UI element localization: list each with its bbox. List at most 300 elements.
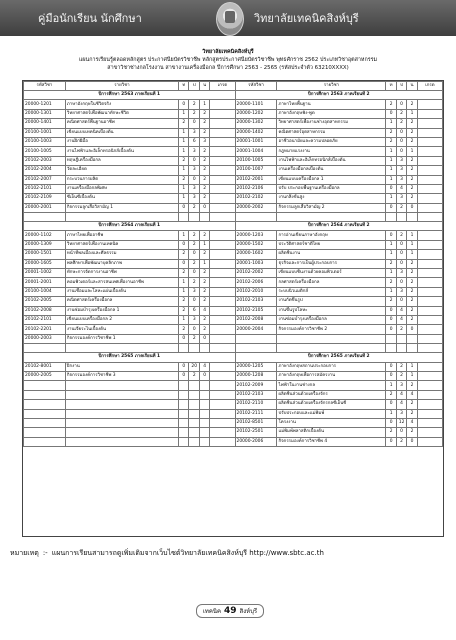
practice-hours: 2 — [189, 371, 199, 380]
course-name: ฝึกงาน — [65, 362, 178, 371]
semester-title-right: ปีการศึกษา 2563 ภาคเรียนที่ 2 — [235, 91, 442, 100]
grade — [417, 128, 442, 137]
grade — [210, 231, 235, 240]
grade — [417, 315, 442, 324]
practice-hours: 0 — [396, 297, 406, 306]
credits: 4 — [407, 390, 417, 399]
course-name: กิจกรรมองค์การวิชาชีพ 1 — [65, 334, 178, 343]
theory-hours: 2 — [386, 278, 396, 287]
credits: 2 — [407, 137, 417, 146]
spacer-cell — [65, 213, 178, 222]
theory-hours: 0 — [179, 259, 189, 268]
course-name: ไฟฟ้าในงานช่างกล — [277, 381, 386, 390]
practice-hours: 4 — [396, 306, 406, 315]
course-code: 20001-2001 — [24, 278, 66, 287]
table-row — [24, 278, 443, 287]
practice-hours — [189, 381, 199, 390]
course-name: กิจกรรมองค์การวิชาชีพ 4 — [277, 437, 386, 446]
theory-hours: 1 — [386, 194, 396, 203]
course-name: งานไฟฟ้าและอิเล็กทรอนิกส์เบื้องต้น — [277, 156, 386, 165]
theory-hours — [179, 437, 189, 446]
grade — [210, 325, 235, 334]
course-code: 20000-1501 — [24, 250, 66, 259]
spacer-cell — [24, 213, 66, 222]
course-name: กิจกรรมลูกเสือวิสามัญ 1 — [65, 203, 178, 212]
theory-hours: 0 — [386, 231, 396, 240]
table-row — [24, 119, 443, 128]
credits: 2 — [199, 184, 209, 193]
practice-hours: 3 — [396, 409, 406, 418]
credits: 2 — [407, 306, 417, 315]
course-name: กิจกรรมองค์การวิชาชีพ 3 — [65, 371, 178, 380]
practice-hours: 2 — [396, 119, 406, 128]
credits: 2 — [199, 231, 209, 240]
course-code: 20102-2006 — [235, 278, 277, 287]
theory-hours: 0 — [179, 334, 189, 343]
practice-hours: 3 — [396, 175, 406, 184]
theory-hours: 0 — [386, 184, 396, 193]
course-code: 20102-2005 — [24, 297, 66, 306]
theory-hours: 1 — [179, 147, 189, 156]
course-name: งานซ่อมบำรุงเครื่องมือกล 1 — [65, 306, 178, 315]
spacer-cell — [199, 344, 209, 353]
practice-hours: 3 — [396, 381, 406, 390]
course-code: 20102-2101 — [24, 315, 66, 324]
grade — [417, 418, 442, 427]
course-code: 20102-2103 — [235, 390, 277, 399]
credits: 2 — [407, 119, 417, 128]
page-footer — [196, 604, 264, 618]
course-code: 20000-1602 — [235, 250, 277, 259]
theory-hours — [179, 418, 189, 427]
course-name: เขียนแบบเครื่องมือกล 2 — [65, 315, 178, 324]
credits: 2 — [199, 287, 209, 296]
spacer-cell — [210, 213, 235, 222]
course-name: งานขึ้นรูปโลหะ — [277, 306, 386, 315]
practice-hours: 0 — [396, 147, 406, 156]
table-row — [24, 409, 443, 418]
course-name — [65, 437, 178, 446]
spacer-cell — [189, 213, 199, 222]
practice-hours: 4 — [396, 390, 406, 399]
practice-hours: 2 — [189, 240, 199, 249]
practice-hours: 2 — [396, 437, 406, 446]
practice-hours: 0 — [189, 156, 199, 165]
practice-hours: 0 — [396, 128, 406, 137]
credits: 4 — [199, 362, 209, 371]
table-row — [24, 156, 443, 165]
credits — [199, 381, 209, 390]
table-row — [24, 418, 443, 427]
grade — [210, 418, 235, 427]
practice-hours: 20 — [189, 362, 199, 371]
course-name: ปรับประกอบและแม่พิมพ์ — [277, 409, 386, 418]
practice-hours: 0 — [396, 278, 406, 287]
spacer-cell — [386, 344, 396, 353]
practice-hours: 4 — [396, 315, 406, 324]
table-row — [24, 437, 443, 446]
grade — [210, 137, 235, 146]
course-name: งานเครื่องมือกลเบื้องต้น — [277, 166, 386, 175]
theory-hours: 0 — [386, 371, 396, 380]
theory-hours: 1 — [386, 175, 396, 184]
table-row — [24, 381, 443, 390]
theory-hours: 1 — [179, 137, 189, 146]
table-row — [24, 400, 443, 409]
semester-header-row — [24, 353, 443, 362]
remark-label: หมายเหตุ — [10, 549, 39, 557]
theory-hours: 0 — [179, 100, 189, 109]
credits: 0 — [407, 203, 417, 212]
practice-hours — [189, 418, 199, 427]
course-code: 20000-1309 — [24, 240, 66, 249]
course-code: 20102-2109 — [24, 194, 66, 203]
grade — [417, 231, 442, 240]
course-name: วิทยาศาสตร์เพื่องานช่างอุตสาหกรรม — [277, 119, 386, 128]
theory-hours: 2 — [386, 297, 396, 306]
remark — [10, 548, 324, 558]
course-code: 20000-2001 — [24, 203, 66, 212]
credits: 0 — [199, 371, 209, 380]
grade — [210, 371, 235, 380]
credits: 1 — [199, 100, 209, 109]
course-name: ภาษาไทยเพื่ออาชีพ — [65, 231, 178, 240]
grade — [210, 259, 235, 268]
credits — [407, 334, 417, 343]
practice-hours: 12 — [396, 418, 406, 427]
course-name: โครงงาน — [277, 418, 386, 427]
course-code — [24, 409, 66, 418]
grade — [417, 306, 442, 315]
course-name: ระบบนิวแมติกส์ — [277, 287, 386, 296]
course-code: 20102-2105 — [235, 306, 277, 315]
school-name: วิทยาลัยเทคนิคสิงห์บุรี — [202, 49, 254, 55]
course-code: 20100-1007 — [235, 166, 277, 175]
theory-hours: 1 — [179, 278, 189, 287]
course-name — [65, 381, 178, 390]
course-code: 20100-1005 — [24, 147, 66, 156]
practice-hours: 2 — [396, 109, 406, 118]
course-code — [24, 390, 66, 399]
spacer-cell — [235, 344, 277, 353]
course-name: งานฝึกฝีมือ — [65, 137, 178, 146]
grade — [210, 287, 235, 296]
practice-hours — [189, 428, 199, 437]
course-name: วิทยาศาสตร์เพื่อพัฒนาทักษะชีวิต — [65, 109, 178, 118]
course-name: กลศาสตร์เครื่องมือกล — [277, 278, 386, 287]
course-name — [277, 334, 386, 343]
course-name — [65, 390, 178, 399]
course-name: ภาษาอังกฤษฟัง-พูด — [277, 109, 386, 118]
practice-hours: 2 — [396, 231, 406, 240]
table-row — [24, 390, 443, 399]
course-name: วิทยาศาสตร์เพื่องานเทคนิค — [65, 240, 178, 249]
practice-hours: 0 — [189, 175, 199, 184]
course-code: 20102-2110 — [235, 400, 277, 409]
practice-hours: 3 — [396, 156, 406, 165]
course-name: คณิตศาสตร์พื้นฐานอาชีพ — [65, 119, 178, 128]
theory-hours: 1 — [179, 184, 189, 193]
course-code: 20102-2103 — [235, 297, 277, 306]
credits: 2 — [407, 278, 417, 287]
grade — [417, 156, 442, 165]
semester-header-row — [24, 222, 443, 231]
grade — [417, 100, 442, 109]
grade — [417, 334, 442, 343]
curriculum-table-frame — [22, 80, 444, 537]
course-code — [235, 334, 277, 343]
credits — [199, 400, 209, 409]
spacer-cell — [396, 213, 406, 222]
col-header: เกรด — [417, 82, 442, 91]
semester-title-right: ปีการศึกษา 2565 ภาคเรียนที่ 2 — [235, 353, 442, 362]
grade — [417, 175, 442, 184]
practice-hours — [189, 390, 199, 399]
course-name: ซีเอ็นซีเบื้องต้น — [65, 194, 178, 203]
footer-suffix: สิงห์บุรี — [239, 608, 258, 615]
credits: 1 — [407, 250, 417, 259]
table-row — [24, 325, 443, 334]
theory-hours: 2 — [386, 390, 396, 399]
table-row — [24, 231, 443, 240]
grade — [210, 362, 235, 371]
practice-hours: 2 — [396, 362, 406, 371]
credits: 2 — [407, 297, 417, 306]
course-name: วัดละเอียด — [65, 166, 178, 175]
semester-title-left: ปีการศึกษา 2563 ภาคเรียนที่ 1 — [24, 91, 236, 100]
course-code: 20000-1101 — [235, 100, 277, 109]
practice-hours: 0 — [396, 100, 406, 109]
course-code: 20000-1201 — [24, 100, 66, 109]
college-seal-icon — [216, 2, 244, 36]
course-name: ผลิตชิ้นงาน — [277, 250, 386, 259]
semester-title-right: ปีการศึกษา 2564 ภาคเรียนที่ 2 — [235, 222, 442, 231]
col-header: รหัสวิชา — [235, 82, 277, 91]
course-name: คณิตศาสตร์เครื่องมือกล — [65, 297, 178, 306]
spacer-cell — [417, 213, 442, 222]
credits: 2 — [407, 315, 417, 324]
credits: 2 — [199, 194, 209, 203]
theory-hours: 1 — [179, 287, 189, 296]
spacer-cell — [277, 344, 386, 353]
course-name: ภาษาอังกฤษสถานประกอบการ — [277, 362, 386, 371]
grade — [210, 400, 235, 409]
course-code: 20000-1401 — [24, 119, 66, 128]
theory-hours: 0 — [179, 240, 189, 249]
practice-hours: 0 — [189, 119, 199, 128]
theory-hours: 0 — [386, 418, 396, 427]
grade — [210, 184, 235, 193]
credits: 2 — [407, 409, 417, 418]
course-code: 20000-2003 — [24, 334, 66, 343]
course-code: 20000-2004 — [235, 325, 277, 334]
theory-hours: 0 — [386, 315, 396, 324]
practice-hours: 6 — [189, 137, 199, 146]
grade — [210, 437, 235, 446]
practice-hours: 2 — [189, 203, 199, 212]
practice-hours: 2 — [189, 278, 199, 287]
col-header: น — [199, 82, 209, 91]
spacer-cell — [179, 213, 189, 222]
table-row — [24, 250, 443, 259]
grade — [417, 390, 442, 399]
theory-hours: 2 — [179, 156, 189, 165]
theory-hours: 2 — [179, 269, 189, 278]
spacer-cell — [277, 213, 386, 222]
credits: 1 — [407, 231, 417, 240]
grade — [210, 390, 235, 399]
theory-hours — [386, 334, 396, 343]
grade — [417, 371, 442, 380]
grade — [210, 128, 235, 137]
credits — [199, 409, 209, 418]
practice-hours: 6 — [189, 306, 199, 315]
course-name: เขียนแบบเทคนิคเบื้องต้น — [65, 128, 178, 137]
credits: 1 — [407, 147, 417, 156]
table-row — [24, 184, 443, 193]
theory-hours: 2 — [386, 128, 396, 137]
grade — [210, 194, 235, 203]
course-name: ประวัติศาสตร์ชาติไทย — [277, 240, 386, 249]
course-code: 20102-2201 — [24, 325, 66, 334]
theory-hours: 1 — [179, 194, 189, 203]
grade — [210, 166, 235, 175]
grade — [417, 259, 442, 268]
practice-hours — [189, 437, 199, 446]
credits: 0 — [407, 325, 417, 334]
course-code: 20000-1302 — [235, 119, 277, 128]
theory-hours — [179, 409, 189, 418]
course-code: 20000-2006 — [235, 437, 277, 446]
grade — [210, 147, 235, 156]
practice-hours: 3 — [189, 147, 199, 156]
course-code: 20102-2003 — [24, 156, 66, 165]
grade — [417, 437, 442, 446]
course-name: กิจกรรมลูกเสือวิสามัญ 2 — [277, 203, 386, 212]
grade — [417, 325, 442, 334]
course-code: 20000-1205 — [235, 362, 277, 371]
credits: 2 — [199, 166, 209, 175]
course-code: 20000-1202 — [235, 109, 277, 118]
theory-hours: 1 — [386, 166, 396, 175]
course-name: ภาษาไทยพื้นฐาน — [277, 100, 386, 109]
grade — [210, 297, 235, 306]
curriculum-table — [23, 81, 443, 447]
theory-hours: 0 — [179, 362, 189, 371]
credits: 1 — [199, 259, 209, 268]
credits: 1 — [199, 240, 209, 249]
theory-hours: 2 — [179, 306, 189, 315]
credits: 0 — [199, 203, 209, 212]
course-name: ทักษะการจัดการงานอาชีพ — [65, 269, 178, 278]
course-name: งานเชื่อมและโลหะแผ่นเบื้องต้น — [65, 287, 178, 296]
practice-hours: 0 — [189, 250, 199, 259]
course-code — [24, 400, 66, 409]
credits — [199, 428, 209, 437]
course-code: 20102-8501 — [235, 418, 277, 427]
credits: 0 — [407, 437, 417, 446]
grade — [417, 119, 442, 128]
spacer-cell — [189, 344, 199, 353]
credits — [199, 390, 209, 399]
table-row — [24, 315, 443, 324]
practice-hours: 0 — [396, 259, 406, 268]
course-name — [65, 428, 178, 437]
table-row — [24, 137, 443, 146]
course-code: 20000-2005 — [24, 371, 66, 380]
course-name: กิจกรรมองค์การวิชาชีพ 2 — [277, 325, 386, 334]
course-name: เขียนแบบชิ้นงานด้วยคอมพิวเตอร์ — [277, 269, 386, 278]
practice-hours: 3 — [189, 184, 199, 193]
theory-hours: 1 — [386, 409, 396, 418]
practice-hours: 2 — [189, 109, 199, 118]
grade — [210, 100, 235, 109]
theory-hours: 0 — [386, 306, 396, 315]
theory-hours: 2 — [179, 175, 189, 184]
course-name — [65, 400, 178, 409]
credits: 1 — [407, 362, 417, 371]
grade — [417, 278, 442, 287]
theory-hours: 1 — [386, 269, 396, 278]
theory-hours: 1 — [386, 156, 396, 165]
course-code — [24, 428, 66, 437]
practice-hours: 3 — [396, 269, 406, 278]
course-name: กฎหมายแรงงาน — [277, 147, 386, 156]
practice-hours: 0 — [396, 250, 406, 259]
practice-hours: 2 — [189, 100, 199, 109]
col-header: รหัสวิชา — [24, 82, 66, 91]
theory-hours: 0 — [179, 371, 189, 380]
practice-hours: 3 — [189, 194, 199, 203]
grade — [417, 250, 442, 259]
semester-header-row — [24, 91, 443, 100]
theory-hours: 1 — [386, 240, 396, 249]
theory-hours: 0 — [179, 203, 189, 212]
spacer-cell — [386, 213, 396, 222]
table-row — [24, 175, 443, 184]
col-header: ท — [386, 82, 396, 91]
practice-hours: 3 — [396, 194, 406, 203]
grade — [417, 147, 442, 156]
spacer-cell — [210, 344, 235, 353]
theory-hours: 0 — [386, 203, 396, 212]
grade — [417, 409, 442, 418]
credits: 2 — [199, 315, 209, 324]
table-row — [24, 362, 443, 371]
theory-hours: 0 — [386, 400, 396, 409]
practice-hours: 2 — [189, 259, 199, 268]
credits: 4 — [199, 306, 209, 315]
spacer-cell — [396, 344, 406, 353]
course-code: 20102-2501 — [235, 428, 277, 437]
remark-text: แผนการเรียนสามารถดูเพิ่มเติมจากเว็บไซต์วิทยาลัยเทคนิคสิงห์บุรี http://www.sbtc.ac.th — [51, 549, 324, 557]
credits: 2 — [407, 175, 417, 184]
grade — [210, 334, 235, 343]
spacer-cell — [199, 213, 209, 222]
table-row — [24, 428, 443, 437]
course-code — [24, 437, 66, 446]
footer-prefix: เทคนิค — [202, 608, 222, 615]
credits: 2 — [407, 156, 417, 165]
spacer-cell — [24, 344, 66, 353]
grade — [417, 184, 442, 193]
credits: 1 — [407, 240, 417, 249]
theory-hours: 2 — [386, 428, 396, 437]
practice-hours: 3 — [189, 128, 199, 137]
theory-hours — [179, 390, 189, 399]
course-code: 20000-1502 — [235, 240, 277, 249]
course-name: ผลิตชิ้นส่วนด้วยเครื่องจักรกลซีเอ็นซี — [277, 400, 386, 409]
